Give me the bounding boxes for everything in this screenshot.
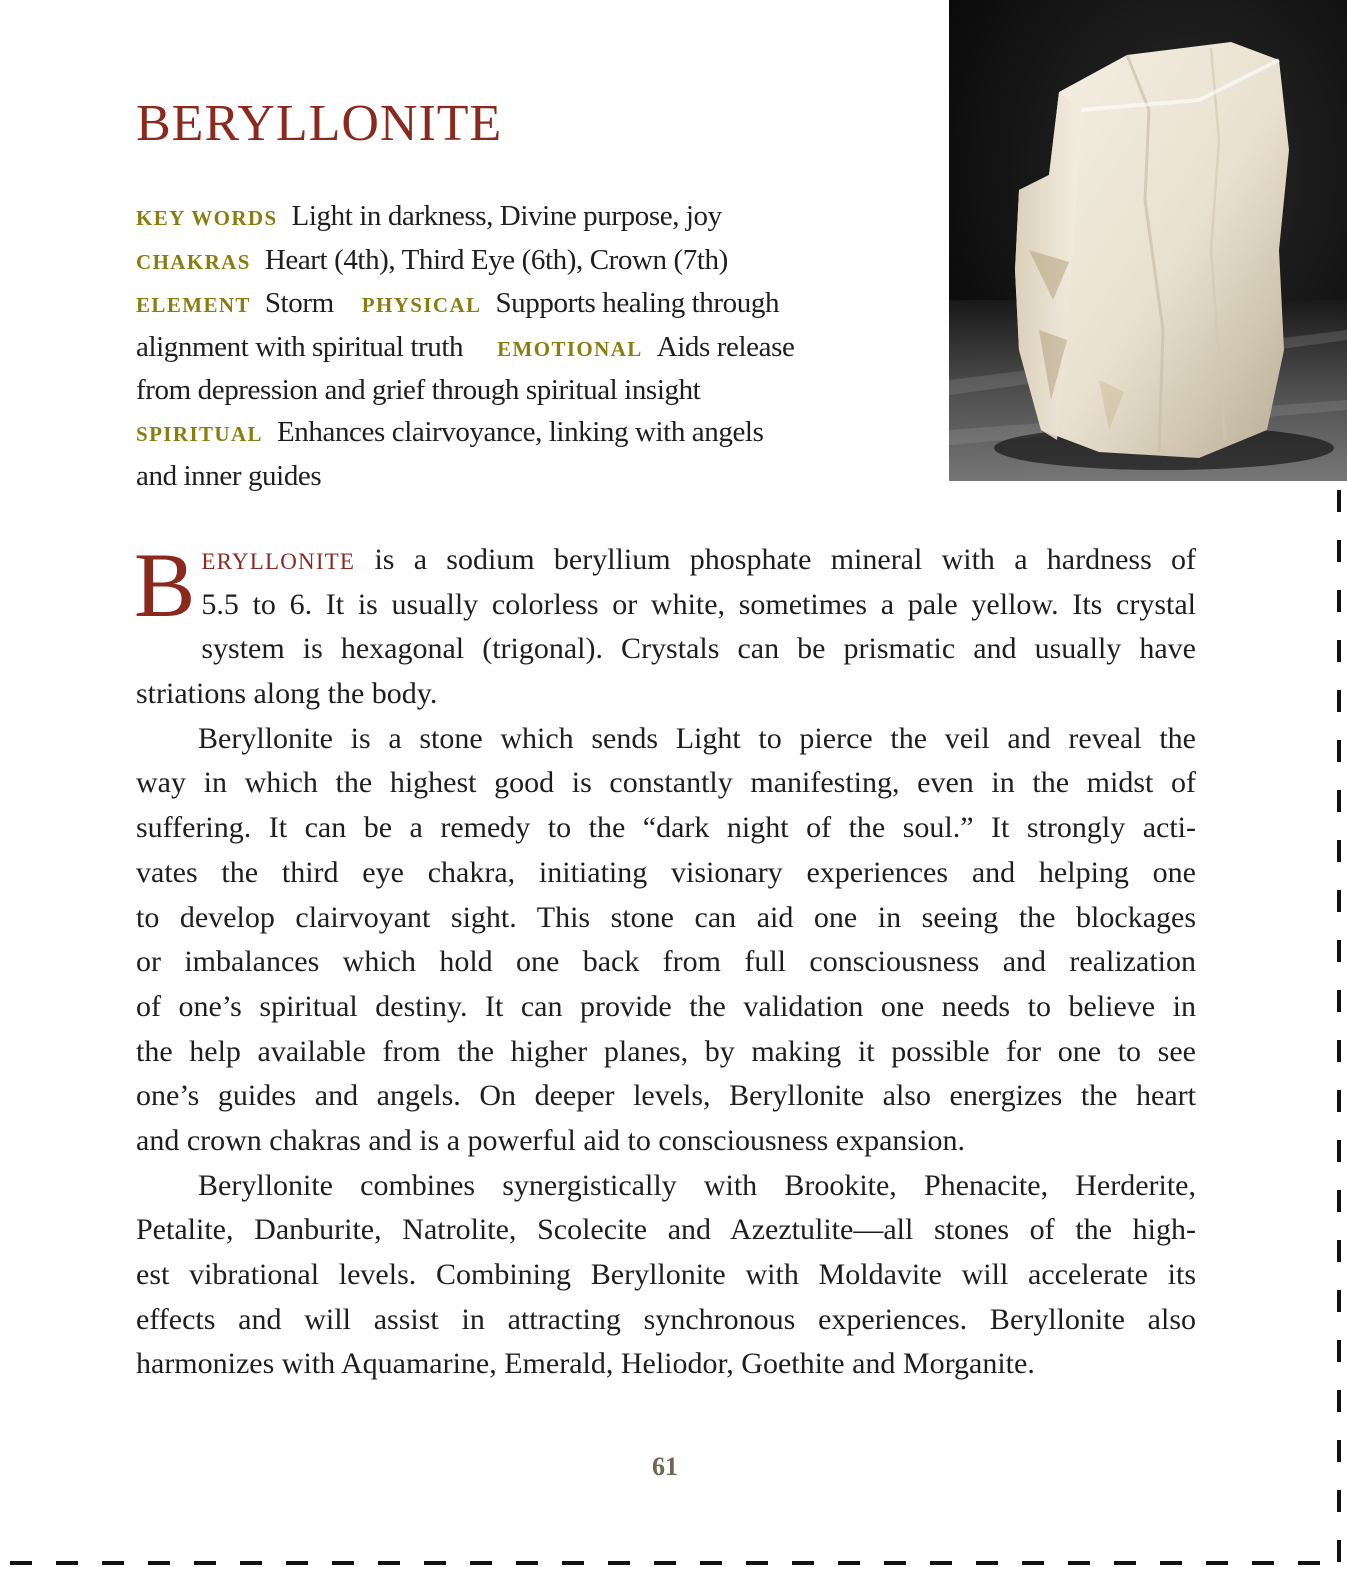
emotional-text-2: from depression and grief through spiritual insight — [136, 374, 701, 407]
spiritual-line-2 — [136, 456, 896, 498]
edge-mark — [332, 1561, 354, 1565]
edge-mark — [746, 1561, 768, 1565]
p2-line-8: the help available from the higher planes, by making it possible for one to see — [136, 1034, 1196, 1068]
edge-mark — [378, 1561, 400, 1565]
edge-mark — [608, 1561, 630, 1565]
physical-emotional-line — [136, 327, 896, 371]
physical-label: PHYSICAL — [361, 293, 482, 318]
keywords-label: KEY WORDS — [136, 206, 278, 230]
edge-mark — [792, 1561, 814, 1565]
edge-mark — [10, 1561, 32, 1565]
chakras-label: CHAKRAS — [136, 249, 251, 274]
p2-line-7: of one’s spiritual destiny. It can provide the validation one needs to believe in — [136, 989, 1196, 1023]
edge-mark — [1298, 1561, 1320, 1565]
edge-mark — [1337, 990, 1341, 1012]
element-label: ELEMENT — [136, 293, 251, 318]
edge-mark — [1337, 1240, 1341, 1262]
edge-mark — [1337, 1490, 1341, 1512]
edge-mark — [1337, 1190, 1341, 1212]
edge-mark — [1337, 1440, 1341, 1462]
p1-line-3: system is hexagonal (trigonal). Crystals can be prismatic and usually have — [201, 632, 1196, 666]
p1-line-1: is a sodium beryllium phosphate mineral with a hardness of — [355, 543, 1196, 576]
edge-mark — [700, 1561, 722, 1565]
spiritual-label: SPIRITUAL — [136, 421, 263, 446]
edge-mark — [1337, 1540, 1341, 1562]
p3-line-4: effects and will assist in attracting synchronous experiences. Beryllonite also — [136, 1302, 1196, 1336]
edge-mark — [424, 1561, 446, 1565]
edge-mark — [1068, 1561, 1090, 1565]
spiritual-text-2: and inner guides — [136, 459, 322, 492]
p2-line-9: one’s guides and angels. On deeper levels, Beryllonite also energizes the heart — [136, 1079, 1196, 1113]
edge-mark — [1022, 1561, 1044, 1565]
edge-mark — [516, 1561, 538, 1565]
edge-mark — [930, 1561, 952, 1565]
chakras-line — [136, 240, 896, 284]
keywords-text: Light in darkness, Divine purpose, joy — [291, 200, 722, 232]
edge-mark — [1337, 640, 1341, 662]
edge-mark — [1337, 1290, 1341, 1312]
edge-mark — [654, 1561, 676, 1565]
p3-line-2: Petalite, Danburite, Natrolite, Scolecite and Azeztulite—all stones of the high- — [136, 1213, 1196, 1247]
p3-line-3: est vibrational levels. Combining Beryllonite with Moldavite will accelerate its — [136, 1258, 1196, 1291]
keywords-line — [136, 196, 896, 240]
p1-line-2: 5.5 to 6. It is usually colorless or white, sometimes a pale yellow. Its crystal — [201, 587, 1196, 621]
p3-line-5: harmonizes with Aquamarine, Emerald, Heliodor, Goethite and Morganite. — [136, 1347, 1035, 1381]
edge-mark — [1337, 840, 1341, 862]
edge-mark — [1337, 790, 1341, 812]
physical-text-2: alignment with spiritual truth — [136, 330, 464, 363]
p2-line-2: way in which the highest good is constantly manifesting, even in the midst of — [136, 766, 1196, 800]
edge-mark — [102, 1561, 124, 1565]
edge-mark — [1337, 1040, 1341, 1062]
p3-line-1: Beryllonite combines synergistically with Brookite, Phenacite, Herderite, — [198, 1168, 1196, 1202]
physical-text-1: Supports healing through — [495, 287, 780, 320]
bottom-edge-marks — [0, 1561, 1347, 1567]
edge-mark — [1337, 540, 1341, 562]
p2-line-3: suffering. It can be a remedy to the “dark night of the soul.” It strongly acti- — [136, 811, 1196, 845]
crystal-photo-icon — [949, 0, 1347, 481]
page-title: BERYLLONITE — [136, 95, 503, 152]
p2-line-6: or imbalances which hold one back from full consciousness and realization — [136, 945, 1196, 979]
edge-mark — [470, 1561, 492, 1565]
edge-mark — [1337, 490, 1341, 512]
crystal-photo — [949, 0, 1347, 481]
p2-line-1: Beryllonite is a stone which sends Light to pierce the veil and reveal the — [198, 721, 1196, 755]
emotional-text-1: Aids release — [656, 330, 795, 363]
edge-mark — [1252, 1561, 1274, 1565]
edge-mark — [240, 1561, 262, 1565]
edge-mark — [56, 1561, 78, 1565]
properties-block — [136, 196, 896, 497]
lead-smallcaps: ERYLLONITE — [201, 549, 356, 574]
edge-mark — [562, 1561, 584, 1565]
chakras-text: Heart (4th), Third Eye (6th), Crown (7th) — [264, 243, 728, 276]
edge-mark — [1337, 1390, 1341, 1412]
edge-mark — [1337, 1340, 1341, 1362]
edge-mark — [1114, 1561, 1136, 1565]
drop-cap: B — [134, 534, 196, 636]
p1-line-4: striations along the body. — [136, 677, 438, 711]
emotional-line-2 — [136, 370, 896, 412]
element-physical-line — [136, 283, 896, 327]
spiritual-text-1: Enhances clairvoyance, linking with angels — [276, 415, 764, 448]
edge-mark — [1337, 940, 1341, 962]
edge-mark — [1337, 1140, 1341, 1162]
body-text — [134, 534, 1196, 1387]
edge-mark — [1337, 890, 1341, 912]
edge-mark — [1337, 590, 1341, 612]
edge-mark — [884, 1561, 906, 1565]
edge-mark — [1337, 740, 1341, 762]
body-line — [136, 538, 1196, 583]
right-edge-marks — [1337, 490, 1347, 1570]
edge-mark — [194, 1561, 216, 1565]
edge-mark — [1337, 690, 1341, 712]
edge-mark — [976, 1561, 998, 1565]
edge-mark — [1206, 1561, 1228, 1565]
edge-mark — [286, 1561, 308, 1565]
page-number: 61 — [652, 1452, 678, 1481]
edge-mark — [1337, 1090, 1341, 1112]
edge-mark — [838, 1561, 860, 1565]
edge-mark — [1160, 1561, 1182, 1565]
edge-mark — [148, 1561, 170, 1565]
emotional-label: EMOTIONAL — [497, 336, 643, 361]
spiritual-line — [136, 412, 896, 456]
p2-line-4: vates the third eye chakra, initiating visionary experiences and helping one — [136, 855, 1196, 889]
element-text: Storm — [264, 287, 334, 320]
p2-line-10: and crown chakras and is a powerful aid to consciousness expansion. — [136, 1123, 965, 1157]
p2-line-5: to develop clairvoyant sight. This stone can aid one in seeing the blockages — [136, 900, 1196, 934]
